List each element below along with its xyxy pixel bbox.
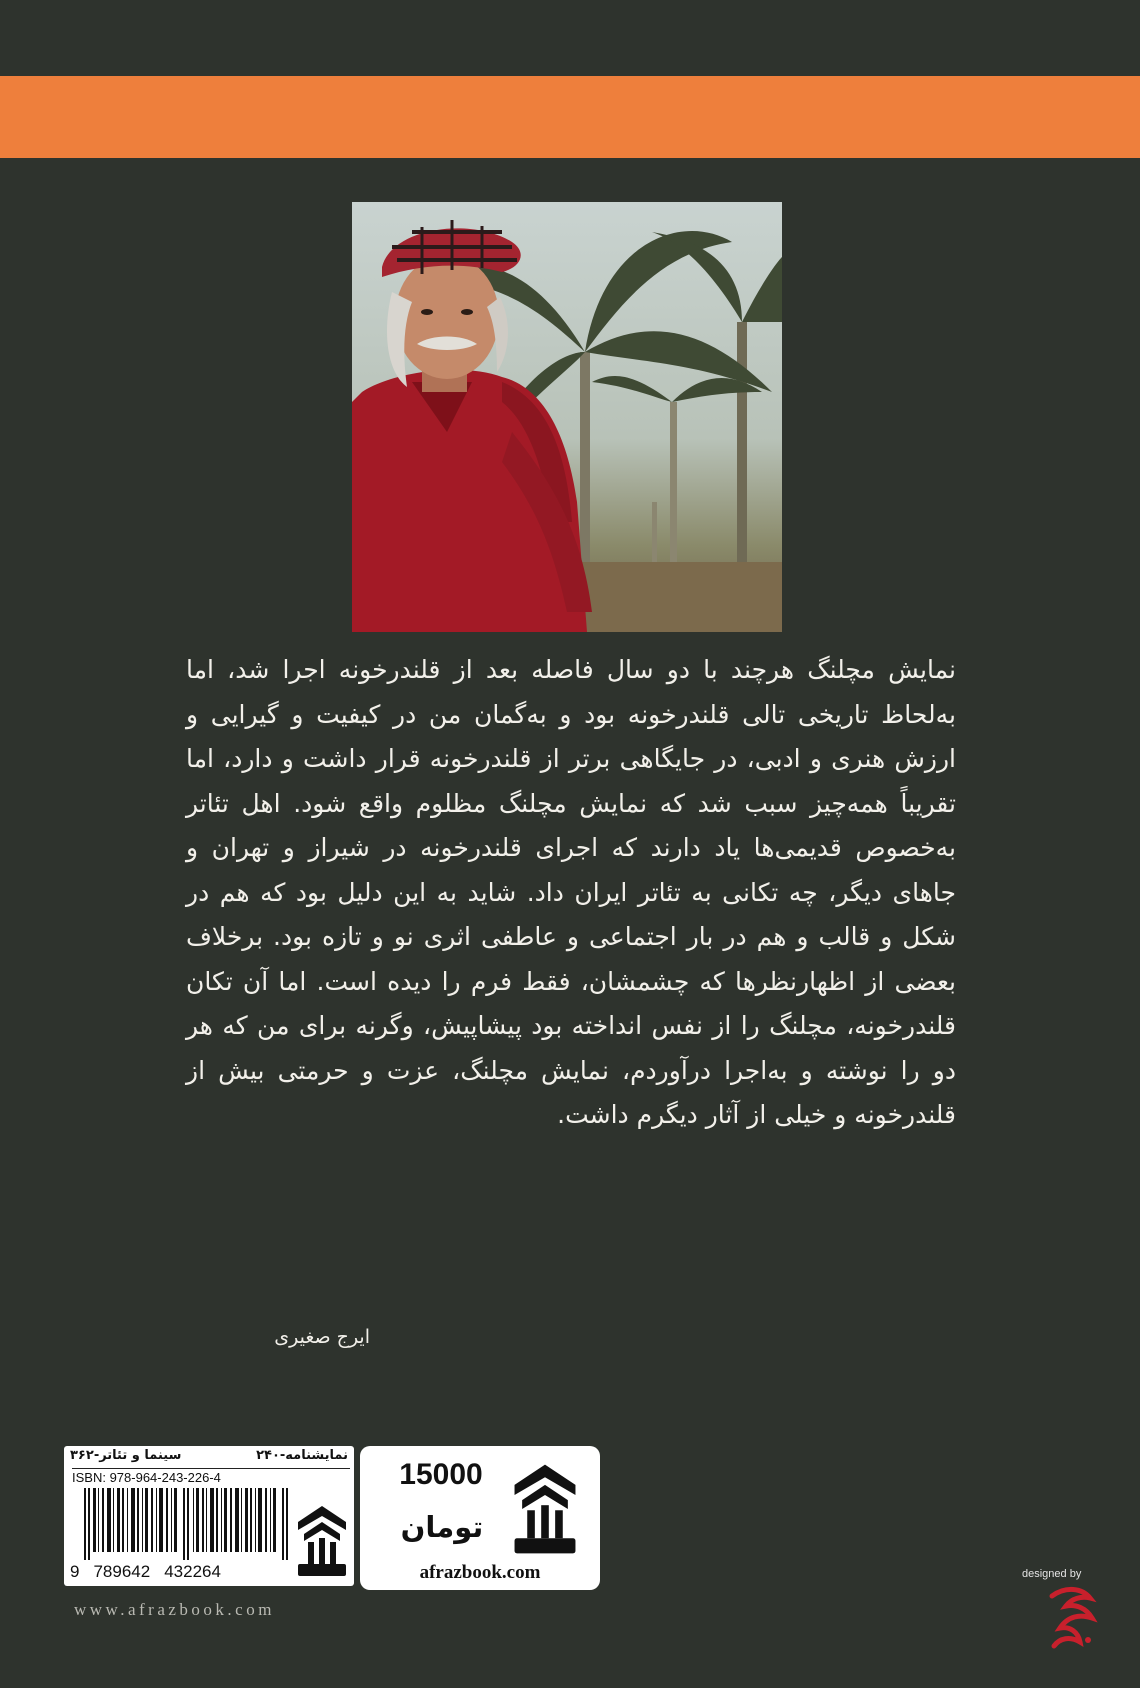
price-amount: 15000 [399,1458,483,1491]
designer-signature-icon [1046,1584,1100,1654]
price-currency: تومان [400,1510,484,1544]
barcode-digits-right: 432264 [164,1562,221,1581]
barcode-panel [64,1446,354,1586]
price-website: afrazbook.com [419,1562,541,1583]
author-photo [352,202,782,632]
price-panel [360,1446,600,1590]
barcode-digits [70,1562,300,1582]
isbn-label: ISBN: 978-964-243-226-4 [72,1468,350,1486]
publisher-logo-icon [512,1462,578,1556]
blurb-text: نمایش مچلنگ هرچند با دو سال فاصله بعد از قلندرخونه اجرا شد، اما به‌لحاظ تاریخی تالی قلندرخونه بود و به‌گمان من در کیفیت و گیرایی و ارزش هنری و ادبی، در جایگاهی برتر از قلندرخونه قرار داشت و دارد، اما تقریباً همه‌چیز سبب شد که نمایش مچلنگ مظلوم واقع شود. اهل تئاتر به‌خصوص قدیمی‌ها یاد دارند که اجرای قلندرخونه در شیراز و تهران و جاهای دیگر، چه تکانی به تئاتر ایران داد. شاید به این دلیل بود که هم در شکل و قالب و هم در بار اجتماعی و عاطفی اثری نو و تازه بود. برخلاف بعضی از اظهارنظرها که چشمشان، فقط فرم را دیده است. اما آن تکان قلندرخونه، مچلنگ را از نفس انداخته بود پیشاپیش، وگرنه برای من که هر دو را نوشته و به‌اجرا درآوردم، نمایش مچلنگ، عزت و حرمتی بیش از قلندرخونه و خیلی از آثار دیگرم داشت. [186,655,956,1129]
barcode-digit-lead: 9 [70,1562,80,1581]
footer-url: www.afrazbook.com [74,1600,275,1619]
publisher-logo-icon [296,1504,348,1578]
barcode-icon [84,1488,290,1560]
author-portrait-illustration [352,202,782,632]
series-right: نمایشنامه-۲۴۰ [256,1448,348,1463]
orange-band [0,76,1140,158]
blurb-author: ایرج صغیری [274,1326,370,1348]
barcode-digits-left: 789642 [93,1562,151,1581]
series-line [70,1448,348,1466]
designed-by-label: designed by [1022,1568,1082,1580]
series-left: سینما و تئاتر-۳۶۲ [70,1448,182,1463]
